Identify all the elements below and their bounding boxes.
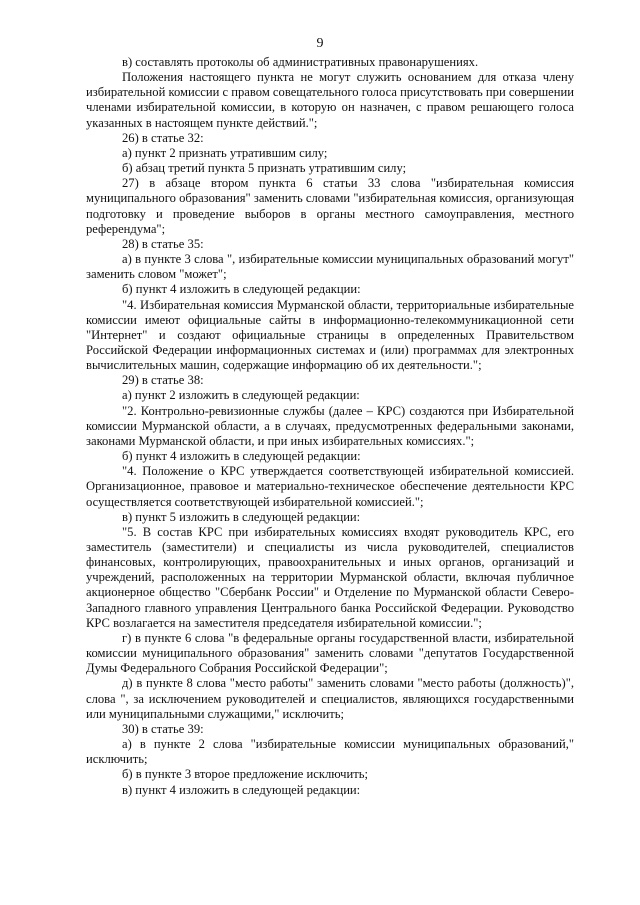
paragraph: в) пункт 4 изложить в следующей редакции:	[122, 782, 361, 797]
paragraph: а) пункт 2 признать утратившим силу;	[122, 145, 328, 160]
paragraph: а) пункт 2 изложить в следующей редакции:	[122, 388, 360, 403]
paragraph: б) в пункте 3 второе предложение исключить;	[122, 767, 368, 782]
paragraph: "5. В состав КРС при избирательных комиссиях входят руководитель КРС, его заместитель (заместители) и специалисты из числа руководителей, специалистов финансовых, контролирующих, правоохранительных и иных органов, организаций и учреждений, расположенных на территории Мурманской области, включая публичное акционерное общество "Сбербанк России" и Отделение по Мурманской области Северо-Западного главного управления Центрального банка Российской Федерации. Руководство КРС возлагается на заместителя председателя избирательной комиссии.";	[86, 524, 574, 630]
paragraph: 29) в статье 38:	[122, 373, 204, 388]
paragraph: в) пункт 5 изложить в следующей редакции:	[122, 509, 361, 524]
paragraph: Положения настоящего пункта не могут служить основанием для отказа члену избирательной комиссии с правом совещательного голоса присутствовать при совершении членами избирательной комиссии, в которую он назначен, с правом решающего голоса указанных в настоящем пункте действий.";	[86, 70, 574, 130]
document-body	[86, 55, 574, 798]
paragraph: д) в пункте 8 слова "место работы" заменить словами "место работы (должность)", слова ", за исключением руководителей и специалистов, являющихся государственными или муниципальными служащими," исключить;	[86, 676, 574, 721]
paragraph: 30) в статье 39:	[122, 721, 204, 736]
paragraph: "4. Избирательная комиссия Мурманской области, территориальные избирательные комиссии имеют официальные сайты в информационно-телекоммуникационной сети "Интернет" и создают официальные страницы в определенных Правительством Российской Федерации информационных системах и (или) программах для электронных вычислительных машин, содержащие информацию об их деятельности.";	[86, 297, 574, 373]
paragraph: а) в пункте 3 слова ", избирательные комиссии муниципальных образований могут" заменить словом "может";	[86, 252, 574, 282]
paragraph: б) пункт 4 изложить в следующей редакции:	[122, 449, 361, 464]
paragraph: 28) в статье 35:	[122, 236, 204, 251]
paragraph: б) абзац третий пункта 5 признать утратившим силу;	[122, 161, 407, 176]
paragraph: в) составлять протоколы об административных правонарушениях.	[122, 55, 479, 69]
paragraph: 26) в статье 32:	[122, 130, 204, 145]
paragraph: "2. Контрольно-ревизионные службы (далее – КРС) создаются при Избирательной комиссии Мурманской области, а в случаях, предусмотренных федеральными законами, законами Мурманской области, и при иных избирательных комиссиях.";	[86, 403, 574, 448]
paragraph: 27) в абзаце втором пункта 6 статьи 33 слова "избирательная комиссия муниципального образования" заменить словами "избирательная комиссия, организующая подготовку и проведение выборов в органы местного самоуправления, местного референдума";	[86, 176, 574, 236]
paragraph: б) пункт 4 изложить в следующей редакции:	[122, 282, 361, 297]
paragraph: а) в пункте 2 слова "избирательные комиссии муниципальных образований," исключить;	[86, 737, 574, 767]
paragraph: "4. Положение о КРС утверждается соответствующей избирательной комиссией. Организационное, правовое и материально-техническое обеспечение деятельности КРС осуществляется соответствующей избирательной комиссией.";	[86, 464, 574, 509]
paragraph: г) в пункте 6 слова "в федеральные органы государственной власти, избирательной комиссии муниципального образования" заменить словами "депутатов Государственной Думы Федерального Собрания Российской Федерации";	[86, 630, 574, 676]
page-number: 9	[316, 36, 324, 51]
